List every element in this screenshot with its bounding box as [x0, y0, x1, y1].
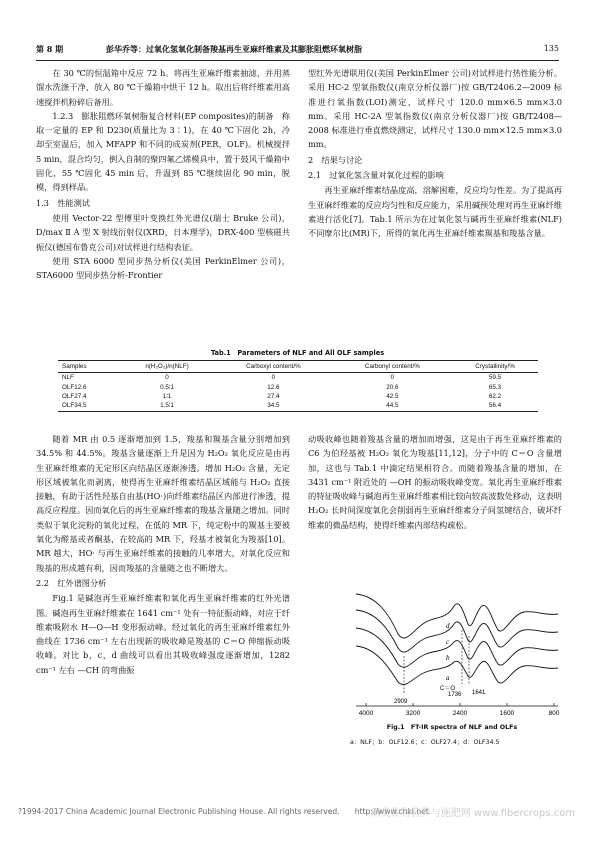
paragraph: 型红外光谱联用仪(美国 PerkinElmer 公司)对试样进行热性能分析。采用 HC-2 型氧指数仪(南京分析仪器厂)按 GB/T2406.2—2009 标准进行氧指数(LOI)测定，试样尺寸 120.0 mm×6.5 mm×3.0 mm。采用 HC-2A 型氧指数仪(南京分析仪器厂)按 GB/T2408—2008 标准进行垂直燃烧测定，试样尺寸 130.0 mm×12.5 mm×3.0 mm。	[308, 68, 562, 150]
table-cell: 1∶1	[162, 392, 172, 400]
watermark: 麻类作物营养与施肥网 www.fibercrops.com	[370, 808, 575, 819]
paragraph: Fig.1 是碱泡再生亚麻纤维素和氧化再生亚麻纤维素的红外光谱图。碱泡再生亚麻纤维素在 1641 cm⁻¹ 处有一特征振动峰，对应于纤维素吸附水 H—O—H 变形振动峰。经过氧化的再生亚麻纤维素红外曲线在 1736 cm⁻¹ 左右出现新的吸收峰是羧基的 C＝O 伸缩振动吸收峰。对比 b，c，d 曲线可以看出其吸收峰强度逐渐增加，1282 cm⁻¹ 左右 —CH 的弯曲振	[36, 593, 290, 675]
table-cell: 56.4	[452, 401, 538, 411]
peak-annotation: 1736	[448, 692, 462, 698]
peak-annotation: 2909	[394, 699, 408, 705]
left-column-top	[36, 66, 290, 282]
table-cell: OLF34.5	[58, 401, 120, 411]
peak-annotation: C＝O	[440, 686, 456, 692]
page-number: 135	[543, 44, 559, 53]
column-header: Crystallinity/%	[452, 361, 538, 373]
table-cell: 62.2	[488, 392, 502, 400]
figure-title: Fig.1 FT-IR spectra of NLF and OLFs	[386, 724, 518, 731]
figure-legend: a：NLF；b：OLF12.6；c：OLF27.4；d：OLF34.5	[350, 739, 500, 746]
curve-d	[356, 594, 558, 638]
tick-label: 2400	[452, 710, 468, 717]
column-header: Samples	[58, 361, 120, 373]
right-column-top	[308, 66, 562, 241]
copyright-footer: ?1994-2017 China Academic Journal Electronic Publishing House. All rights reserved. http://www.cnki.net	[18, 807, 429, 816]
figure-caption	[336, 722, 568, 746]
table-header-row	[58, 361, 538, 373]
curve-label: a	[446, 674, 450, 682]
column-header: n(H₂O₂)/n(NLF)	[120, 361, 214, 373]
subsection-heading: 2.2 红外谱图分析	[36, 577, 107, 588]
paragraph: 1.2.3 膨胀阻燃环氧树脂复合材料(EP composites)的制备 称取一定量的 EP 和 D230(质量比为 3∶1)，在 40 ℃下固化 2h，冷却至室温后，加入 MFAPP 和不同的成炭剂(PER，OLF)。机械搅拌 5 min，混合均匀，倒入自制的聚四氟乙烯模具中，置于鼓风干燥箱中固化，55 ℃固化 45 min 后，升温到 85 ℃继续固化 90 min，脱模，得到样品。	[36, 110, 290, 193]
right-column-bottom	[308, 432, 562, 532]
table-cell: OLF12.6	[62, 383, 87, 391]
x-tick-labels	[359, 710, 560, 717]
tick-label: 3200	[405, 710, 421, 717]
table-cell: NLF	[62, 374, 74, 382]
paragraph: 使用 STA 6000 型同步热分析仪(美国 PerkinElmer 公司)，STA6000 型同步热分析-Frontier	[36, 255, 290, 281]
curve-label: d	[446, 622, 450, 630]
issue-number: 第 8 期	[36, 44, 64, 54]
section-heading: 2 结果与讨论	[308, 154, 363, 165]
table-caption: Tab.1 Parameters of NLF and All OLF samples	[210, 349, 385, 357]
subsection-heading: 2.1 过氧化氢含量对氧化过程的影响	[308, 170, 444, 181]
table-cell: 59.5	[488, 374, 502, 382]
table-cell: 12.6	[267, 383, 280, 391]
table-cell: 20.6	[386, 383, 399, 391]
paragraph: 再生亚麻纤维素结晶度高，溶解困难，反应均匀性差。为了提高再生亚麻纤维素的反应均匀性和反应能力，采用碱预处理对再生亚麻纤维素进行活化[7]。Tab.1 所示为在过氧化氢与碱再生亚麻纤维素(NLF)不同摩尔比(MR)下，所得的氧化再生亚麻纤维素羰基和羧基含量。	[308, 185, 562, 239]
table-cell: 0.5∶1	[160, 383, 174, 391]
ftir-figure	[336, 576, 568, 718]
running-header	[36, 44, 559, 58]
left-column-bottom	[36, 432, 290, 677]
paragraph: 随着 MR 由 0.5 逐渐增加到 1.5，羧基和羰基含量分别增加到 34.5% 和 44.5%。羧基含量逐渐上升是因为 H₂O₂ 氧化反应是由再生亚麻纤维素的无定形区向结晶区逐渐渗透。增加 H₂O₂ 含量，无定形区域被氧化而剥离，使得再生亚麻纤维素结晶区域能与 H₂O₂ 直接接触，有助于活性羟基自由基(HO·)向纤维素结晶区内部进行渗透，提高反应程度。因而氧化后的再生亚麻纤维素的羧基含量随之增加。同时类似于氧化淀粉的氧化过程，在低的 MR 下，纯定粉中的羰基主要被氧化为醛基或者酮基，在较高的 MR 下，羟基才被氧化为羧基[10]。MR 越大，HO· 与再生亚麻纤维素的接触的几率增大，对氧化反应和羧基的形成越有利，因而羧基的含量随之也不断增大。	[36, 434, 290, 573]
column-header: Carboxyl content/%	[214, 361, 333, 373]
peak-annotations	[394, 686, 486, 705]
paragraph: 在 30 ℃的恒温箱中反应 72 h。将再生亚麻纤维素抽滤，并用蒸馏水洗涤干净，放入 80 ℃干燥箱中烘干 12 h。取出后将纤维素用高速搅拌机粉碎后备用。	[36, 68, 290, 107]
table-cell: OLF27.4	[62, 392, 87, 400]
table-cell: 0	[165, 374, 169, 382]
table-cell: 1.5∶1	[120, 401, 214, 411]
column-header: Carbonyl content/%	[333, 361, 452, 373]
table-row	[58, 382, 538, 391]
peak-annotation: 1641	[472, 690, 486, 696]
table-cell: 44.5	[333, 401, 452, 411]
curve-label: b	[446, 654, 450, 662]
parameters-table	[58, 360, 538, 412]
table-cell: 0	[271, 374, 276, 382]
header-rule	[36, 60, 559, 61]
table-cell: 0	[390, 374, 395, 382]
paragraph: 使用 Vector-22 型傅里叶变换红外光谱仪(瑞士 Bruke 公司)，D/max Ⅱ A 型 X 射线衍射仪(XRD，日本理学)，DRX-400 型核磁共振仪(德国布鲁克公司)对试样进行结构表征。	[36, 212, 290, 252]
curve-label: c	[446, 638, 450, 646]
tick-label: 800	[548, 710, 560, 717]
table-row	[58, 392, 538, 401]
spectra-curves	[356, 594, 558, 684]
table-cell: 42.5	[386, 392, 399, 400]
section-heading: 1.3 性能测试	[36, 197, 90, 208]
table-cell: 27.4	[267, 392, 280, 400]
paragraph: 动吸收峰也随着羧基含量的增加而增强，这是由于再生亚麻纤维素的 C6 为伯羟基被 H₂O₂ 氧化为羧基[11,12]，分子中的 C＝O 含量增加，这也与 Tab.1 中滴定结果相符合。而随着羧基含量的增加，在 3431 cm⁻¹ 附近处的 —OH 的振动吸收峰变宽。氧化再生亚麻纤维素的特征吸收峰与碱泡再生亚麻纤维素相比较向较高波数处移动，这表明 H₂O₂ 长时间深度氧化会削弱再生亚麻纤维素分子间氢键结合，破坏纤维素的微晶结构，使得纤维素内部结构疏松。	[308, 434, 562, 530]
table-cell: 34.5	[214, 401, 333, 411]
tick-label: 4000	[358, 710, 374, 717]
table-cell: 65.3	[488, 383, 502, 391]
table-row	[58, 401, 538, 411]
table-row	[58, 373, 538, 383]
curve-a	[356, 646, 558, 684]
tick-label: 1600	[499, 710, 515, 717]
running-title: 彭华乔等：过氧化氢氧化制备羧基再生亚麻纤维素及其膨胀阻燃环氧树脂	[106, 44, 362, 54]
